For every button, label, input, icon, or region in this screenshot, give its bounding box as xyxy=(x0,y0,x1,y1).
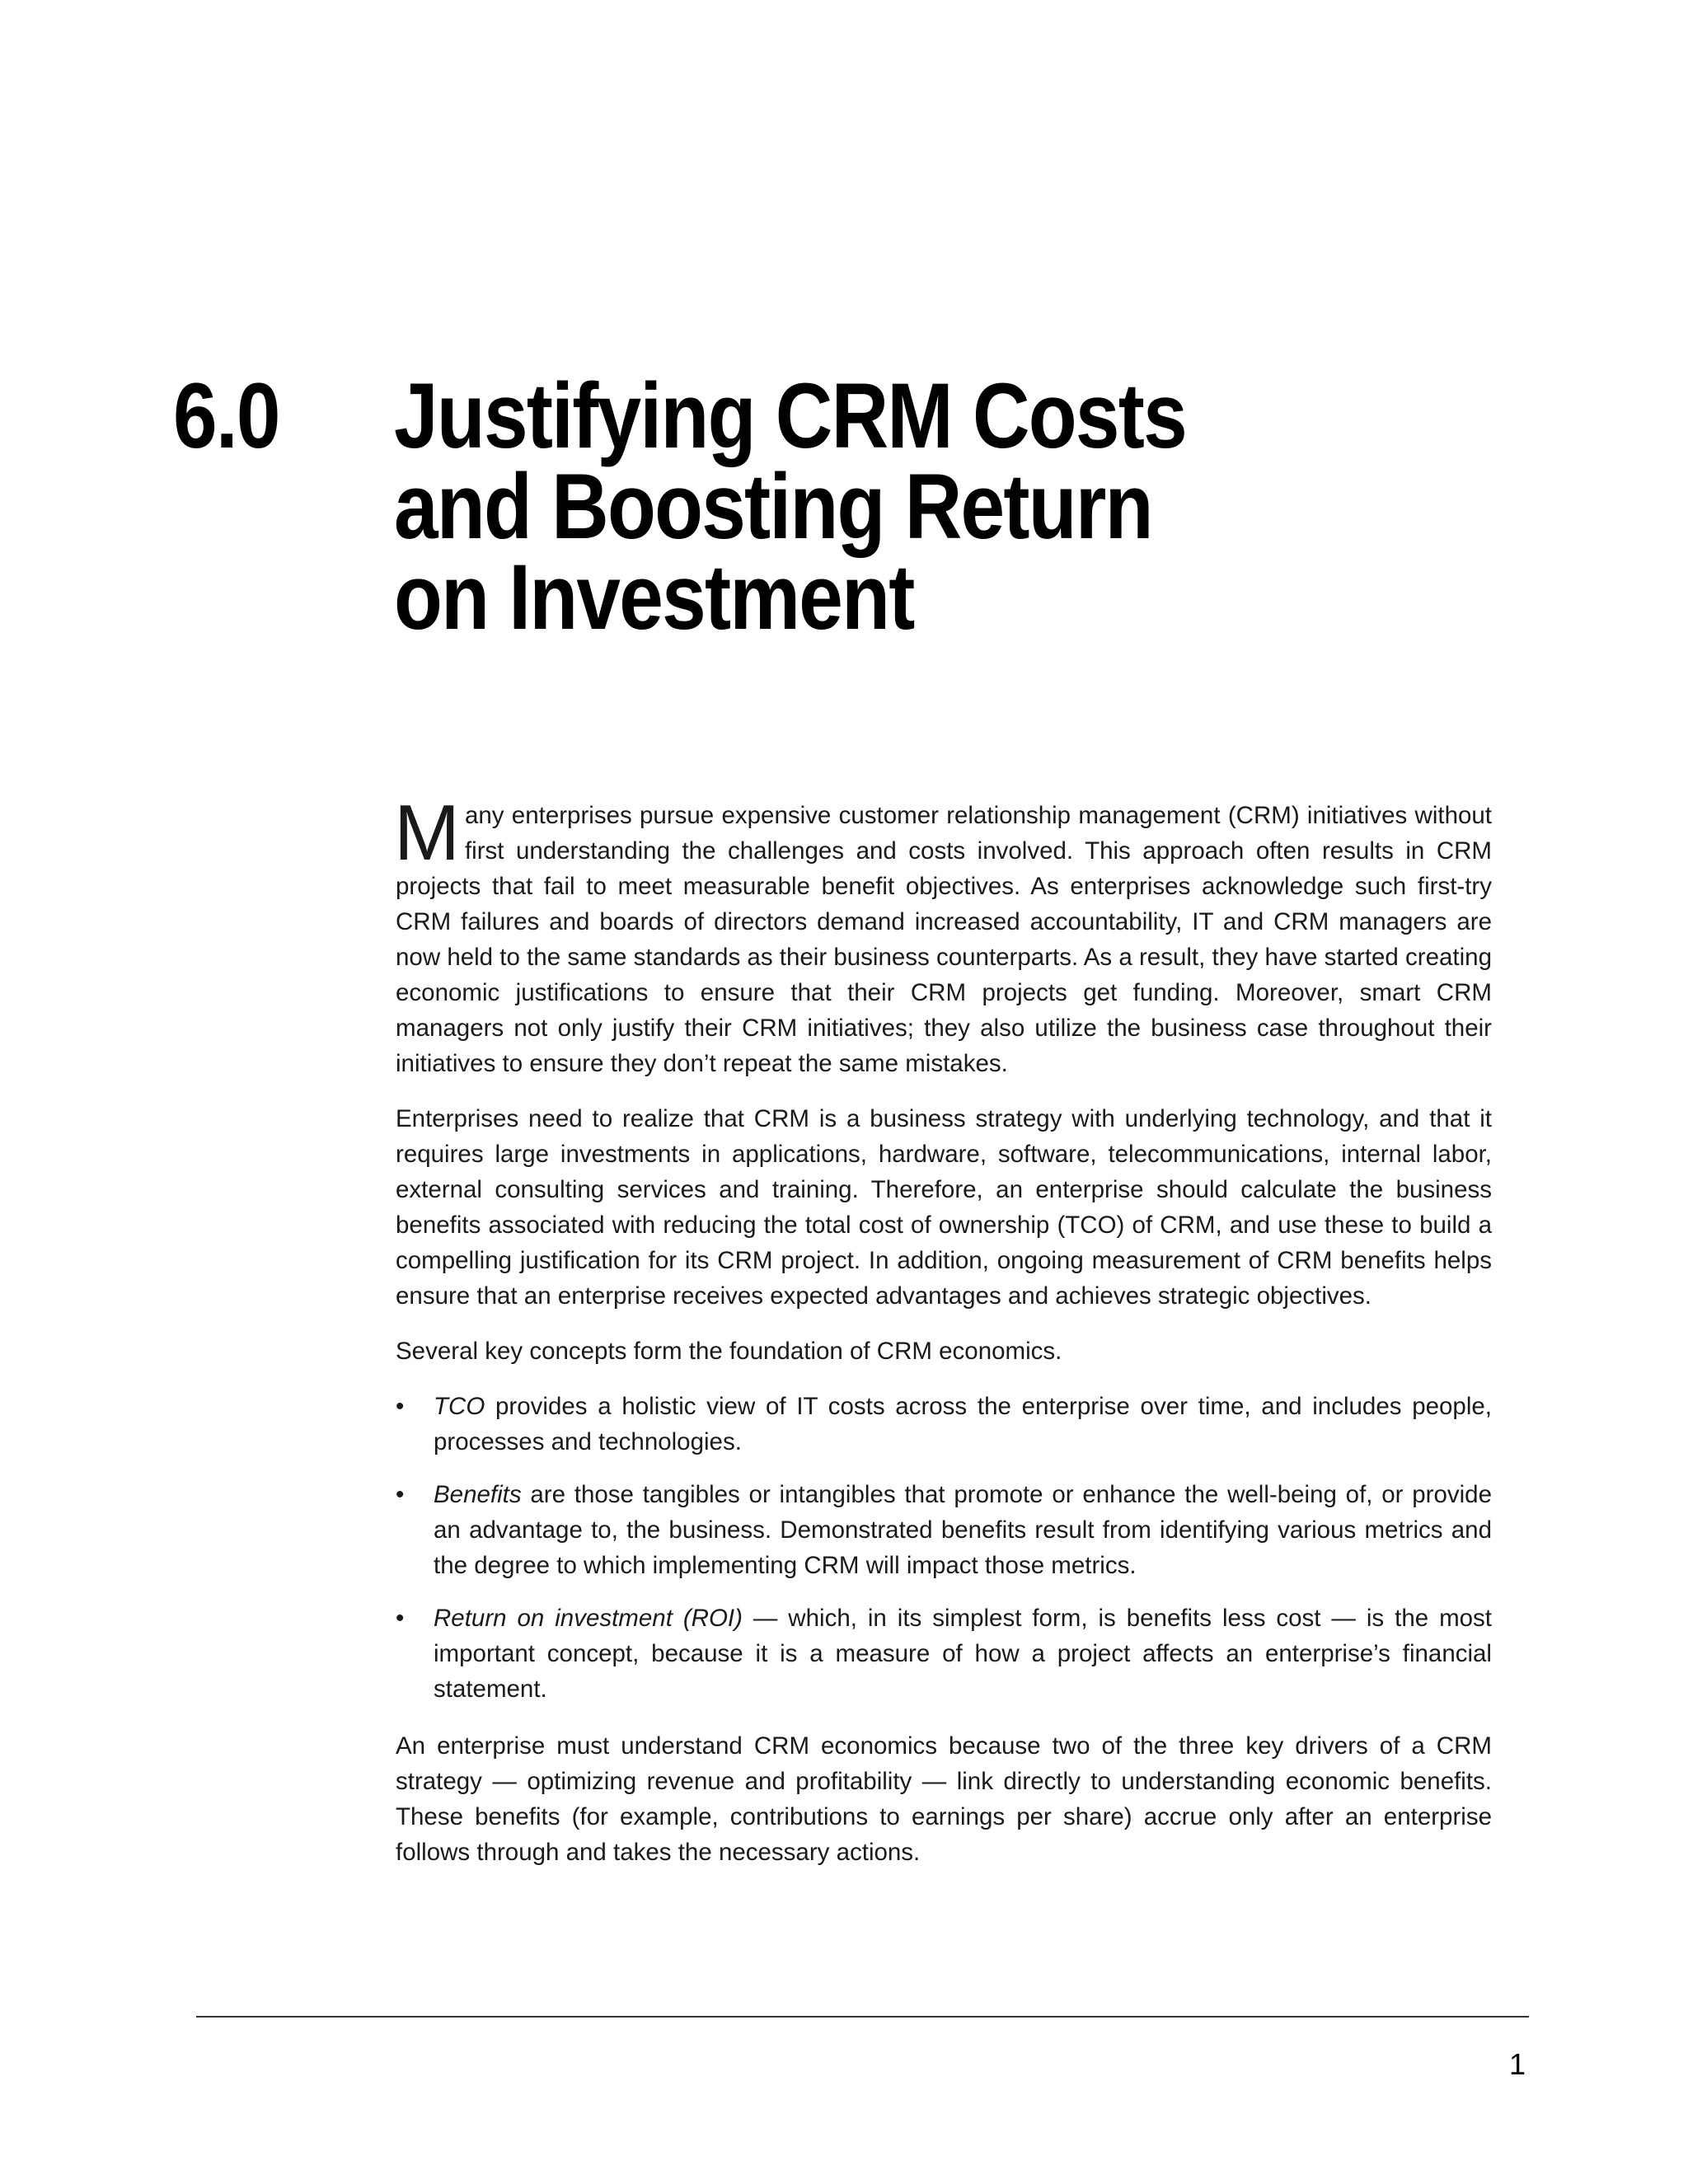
paragraph: Enterprises need to realize that CRM is a business strategy with underlying technology, and that it requires large investments in applications, hardware, software, telecommunications, internal labor, external consulting services and training. Therefore, an enterprise should calculate the business benefits associated with reducing the total cost of ownership (TCO) of CRM, and use these to build a compelling justification for its CRM project. In addition, ongoing measurement of CRM benefits helps ensure that an enterprise receives expected advantages and achieves strategic objectives. xyxy=(396,1105,1492,1310)
bullet-icon: • xyxy=(396,1481,405,1508)
key-concepts-list xyxy=(396,1389,1492,1707)
list-item-term: TCO xyxy=(434,1393,485,1420)
footer-divider xyxy=(196,2016,1529,2018)
chapter-number: 6.0 xyxy=(173,364,279,467)
list-item-text: provides a holistic view of IT costs across the enterprise over time, and includes people, processes and technologies. xyxy=(434,1393,1492,1455)
bullet-icon: • xyxy=(396,1393,405,1420)
list-item xyxy=(396,1477,1492,1583)
list-item xyxy=(396,1601,1492,1707)
chapter-title xyxy=(394,364,1186,649)
body-text xyxy=(394,789,1492,1890)
chapter-title-line: Justifying CRM Costs xyxy=(394,364,1186,467)
list-item-term: Return on investment (ROI) xyxy=(434,1605,743,1632)
chapter-title-line: and Boosting Return xyxy=(394,455,1152,558)
list-item-text: are those tangibles or intangibles that promote or enhance the well-being of, or provide an advantage to, the business. Demonstrated benefits result from identifying various metrics and the degree to which implementing CRM will impact those metrics. xyxy=(434,1481,1492,1579)
page-number: 1 xyxy=(1508,2047,1526,2081)
list-item-term: Benefits xyxy=(434,1481,522,1508)
paragraph: An enterprise must understand CRM economics because two of the three key drivers of a CRM strategy — optimizing revenue and profitability — link directly to understanding economic benefits. These benefits (for example, contributions to earnings per share) accrue only after an enterprise follows through and takes the necessary actions. xyxy=(396,1732,1492,1866)
list-item-text: — which, in its simplest form, is benefits less cost — is the most important concept, because it is a measure of how a project affects an enterprise’s financial statement. xyxy=(434,1605,1492,1703)
chapter-title-line: on Investment xyxy=(394,546,914,649)
list-item xyxy=(396,1389,1492,1460)
drop-cap: M xyxy=(394,789,460,877)
chapter-header xyxy=(173,364,1574,649)
paragraph: Several key concepts form the foundation of CRM economics. xyxy=(396,1338,1062,1365)
intro-paragraph xyxy=(394,789,1492,1081)
intro-paragraph-text: any enterprises pursue expensive customer relationship management (CRM) initiatives without first understanding the challenges and costs involved. This approach often results in CRM projects that fail to meet measurable benefit objectives. As enterprises acknowledge such first-try CRM failures and boards of directors demand increased accountability, IT and CRM managers are now held to the same standards as their business counterparts. As a result, they have started creating economic justifications to ensure that their CRM projects get funding. Moreover, smart CRM managers not only justify their CRM initiatives; they also utilize the business case throughout their initiatives to ensure they don’t repeat the same mistakes. xyxy=(396,802,1492,1077)
bullet-icon: • xyxy=(396,1605,405,1632)
